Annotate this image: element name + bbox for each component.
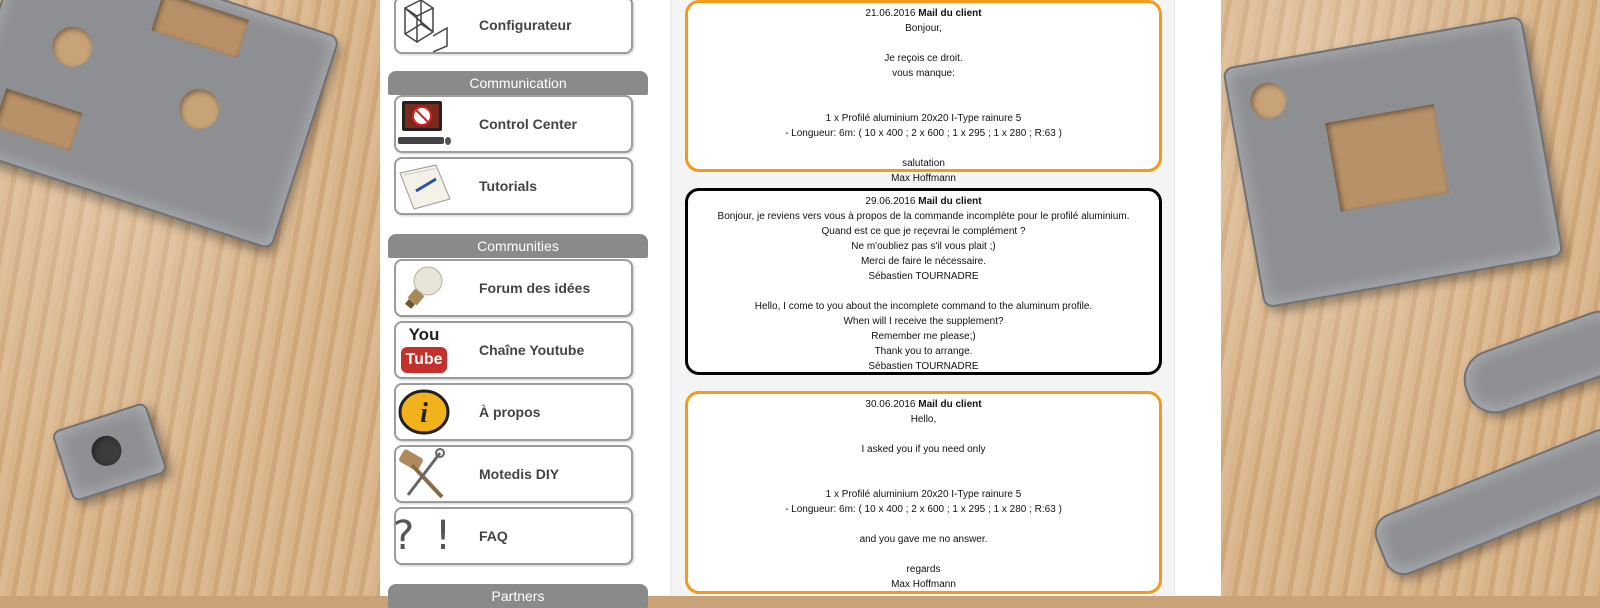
sidebar-item-label: Forum des idées: [479, 280, 591, 296]
mail-line: [688, 284, 1159, 299]
main-page: [380, 0, 1221, 604]
mail-line: - Longueur: 6m: ( 10 x 400 ; 2 x 600 ; 1 x 295 ; 1 x 280 ; R:63 ): [785, 128, 1062, 139]
mail-body: [688, 412, 1159, 592]
youtube-tube-text: Tube: [401, 347, 447, 373]
mail-line: When will I receive the supplement?: [843, 316, 1004, 327]
mail-line: Remember me please;): [871, 331, 976, 342]
sidebar-item-label: Chaîne Youtube: [479, 342, 585, 358]
threaded-rod-image: [1369, 423, 1600, 581]
sidebar-item-label: FAQ: [479, 528, 508, 544]
mail-line: [688, 36, 1159, 51]
section-header-communities: Communities: [388, 234, 648, 258]
mail-card: [685, 0, 1162, 184]
section-header-communication: Communication: [388, 71, 648, 95]
mail-line: Sébastien TOURNADRE: [868, 271, 979, 282]
mail-card: [685, 391, 1162, 594]
aluminium-profile-image: [0, 0, 340, 250]
mail-sender: Mail du client: [918, 8, 982, 19]
mail-line: [688, 472, 1159, 487]
mail-line: [688, 81, 1159, 96]
youtube-you-text: You: [408, 325, 440, 344]
mail-line: Ne m'oubliez pas s'il vous plait ;): [851, 241, 996, 252]
aluminium-connector-image: [1222, 15, 1564, 308]
mail-line: regards: [906, 564, 941, 575]
background-photo-right: [1221, 0, 1600, 596]
mail-line: 1 x Profilé aluminium 20x20 I-Type rainure 5: [825, 489, 1022, 500]
mail-header: [688, 397, 1159, 412]
sidebar-item-label: Control Center: [479, 116, 577, 132]
computer-icon: [396, 97, 452, 151]
sidebar-item-a-propos[interactable]: [394, 383, 633, 441]
screw-image: [1455, 302, 1600, 422]
mail-line: [688, 457, 1159, 472]
sidebar-item-control-center[interactable]: [394, 95, 633, 153]
mail-line: Bonjour,: [905, 23, 942, 34]
background-photo-left: [0, 0, 380, 596]
mail-body: [688, 21, 1159, 186]
sidebar-item-label: Tutorials: [479, 178, 538, 194]
mail-history: [670, 0, 1175, 596]
mail-line: Merci de faire le nécessaire.: [860, 256, 987, 267]
mail-date: 21.06.2016: [865, 8, 916, 19]
mail-line: [688, 141, 1159, 156]
tools-icon: [396, 447, 452, 501]
lightbulb-icon: [396, 261, 452, 315]
mail-line: I asked you if you need only: [861, 444, 986, 455]
mail-sender: Mail du client: [918, 399, 982, 410]
mail-line: [688, 547, 1159, 562]
sidebar-item-motedis-diy[interactable]: [394, 445, 633, 503]
mail-line: and you gave me no answer.: [859, 534, 988, 545]
cube-wireframe-icon: [396, 0, 452, 52]
faq-glyphs: ? !: [393, 513, 455, 559]
mail-line: Thank you to arrange.: [874, 346, 973, 357]
mail-line: Bonjour, je reviens vers vous à propos de la commande incomplète pour le profilé aluminium.: [717, 211, 1130, 222]
slot-nut-image: [51, 402, 168, 503]
mail-line: Hello, I come to you about the incomplete command to the aluminum profile.: [754, 301, 1093, 312]
mail-line: [688, 96, 1159, 111]
mail-line: Max Hoffmann: [891, 579, 956, 590]
section-header-partners: Partners: [388, 584, 648, 608]
mail-line: 1 x Profilé aluminium 20x20 I-Type rainure 5: [825, 113, 1022, 124]
mail-line: Quand est ce que je reçevrai le complément ?: [821, 226, 1026, 237]
sidebar-item-faq[interactable]: [394, 507, 633, 565]
sidebar-item-label: Motedis DIY: [479, 466, 560, 482]
sidebar-item-tutorials[interactable]: [394, 157, 633, 215]
question-exclamation-icon: [393, 509, 455, 563]
mail-header: [688, 6, 1159, 21]
sidebar-item-label: À propos: [479, 404, 541, 420]
sidebar-item-label: Configurateur: [479, 17, 572, 33]
mail-card: [685, 188, 1162, 375]
mail-line: [688, 427, 1159, 442]
mail-date: 30.06.2016: [865, 399, 916, 410]
mail-sender: Mail du client: [918, 196, 982, 207]
sidebar-item-configurateur[interactable]: [394, 0, 633, 54]
mail-line: Je reçois ce droit.: [884, 53, 963, 64]
mail-body: [688, 209, 1159, 374]
mail-line: Hello,: [910, 414, 937, 425]
youtube-icon: [396, 323, 452, 377]
notebook-pen-icon: [396, 159, 452, 213]
mail-header: [688, 194, 1159, 209]
sidebar-item-forum[interactable]: [394, 259, 633, 317]
mail-line: vous manque:: [892, 68, 955, 79]
info-icon: [396, 385, 452, 439]
mail-date: 29.06.2016: [865, 196, 916, 207]
mail-line: Sébastien TOURNADRE: [868, 361, 979, 372]
mail-line: [688, 517, 1159, 532]
sidebar-item-youtube[interactable]: [394, 321, 633, 379]
mail-line: Max Hoffmann: [891, 173, 956, 184]
mail-line: salutation: [902, 158, 945, 169]
svg-text:i: i: [420, 398, 428, 429]
mail-line: - Longueur: 6m: ( 10 x 400 ; 2 x 600 ; 1 x 295 ; 1 x 280 ; R:63 ): [785, 504, 1062, 515]
